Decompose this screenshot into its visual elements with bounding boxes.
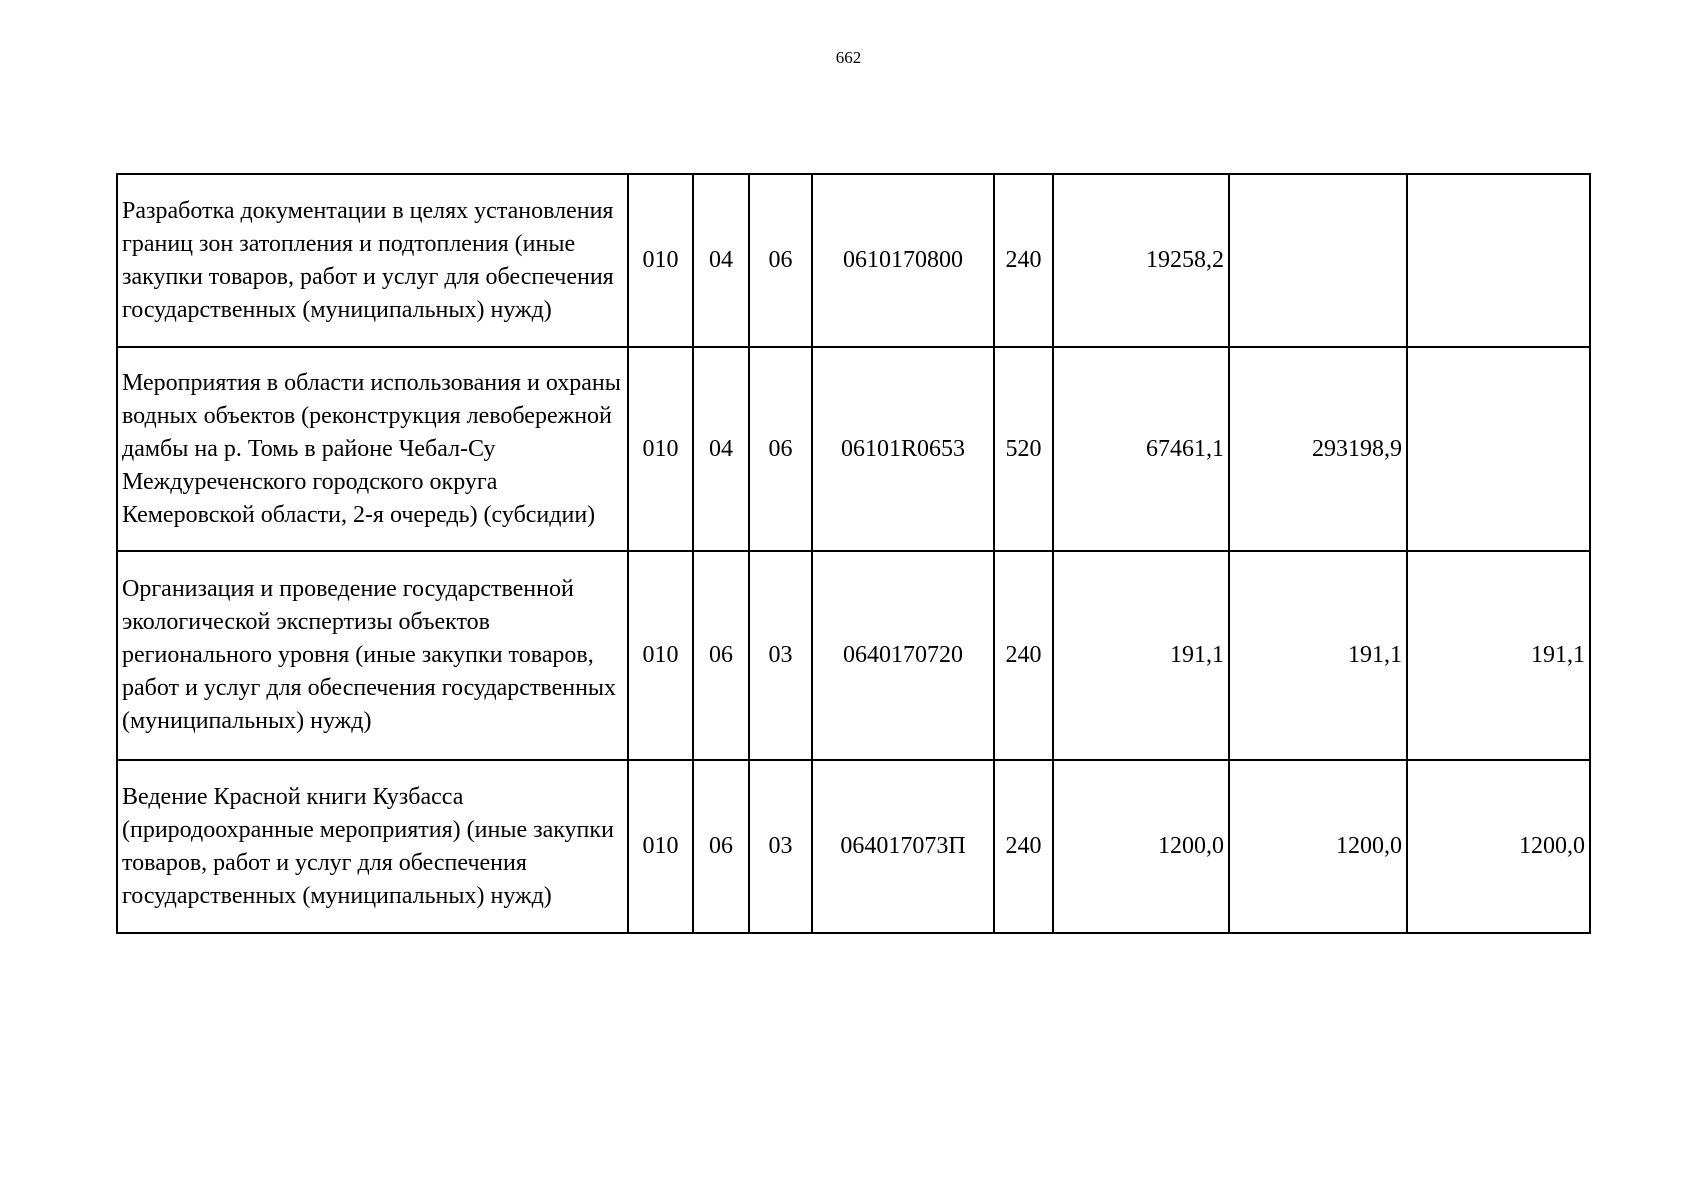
section-code: 04 (693, 347, 749, 551)
section-code: 04 (693, 174, 749, 347)
table-row (117, 551, 1590, 760)
row-description: Мероприятия в области использования и охраны водных объектов (реконструкция левобережной дамбы на р. Томь в районе Чебал-Су Междуреченского городского округа Кемеровской области, 2-я очередь) (субсидии) (117, 347, 628, 551)
table-row (117, 347, 1590, 551)
amount-1: 19258,2 (1053, 174, 1229, 347)
subsection-code: 06 (749, 347, 812, 551)
expense-type-code: 240 (994, 760, 1053, 933)
ministry-code: 010 (628, 174, 693, 347)
amount-2: 293198,9 (1229, 347, 1407, 551)
table-row (117, 760, 1590, 933)
amount-1: 191,1 (1053, 551, 1229, 760)
page-number: 662 (835, 48, 862, 67)
ministry-code: 010 (628, 551, 693, 760)
expense-type-code: 520 (994, 347, 1053, 551)
target-item-code: 06101R0653 (812, 347, 994, 551)
amount-3 (1407, 347, 1590, 551)
target-item-code: 064017073П (812, 760, 994, 933)
budget-table (116, 173, 1591, 934)
table-row (117, 174, 1590, 347)
expense-type-code: 240 (994, 551, 1053, 760)
section-code: 06 (693, 551, 749, 760)
section-code: 06 (693, 760, 749, 933)
amount-2 (1229, 174, 1407, 347)
expense-type-code: 240 (994, 174, 1053, 347)
amount-2: 1200,0 (1229, 760, 1407, 933)
row-description: Организация и проведение государственной экологической экспертизы объектов регионального уровня (иные закупки товаров, работ и услуг для обеспечения государственных (муниципальных) нужд) (117, 551, 628, 760)
subsection-code: 06 (749, 174, 812, 347)
ministry-code: 010 (628, 760, 693, 933)
subsection-code: 03 (749, 551, 812, 760)
target-item-code: 0610170800 (812, 174, 994, 347)
row-description: Разработка документации в целях установления границ зон затопления и подтопления (иные закупки товаров, работ и услуг для обеспечения государственных (муниципальных) нужд) (117, 174, 628, 347)
target-item-code: 0640170720 (812, 551, 994, 760)
ministry-code: 010 (628, 347, 693, 551)
amount-3 (1407, 174, 1590, 347)
amount-3: 1200,0 (1407, 760, 1590, 933)
amount-1: 1200,0 (1053, 760, 1229, 933)
row-description: Ведение Красной книги Кузбасса (природоохранные мероприятия) (иные закупки товаров, работ и услуг для обеспечения государственных (муниципальных) нужд) (117, 760, 628, 933)
amount-3: 191,1 (1407, 551, 1590, 760)
amount-1: 67461,1 (1053, 347, 1229, 551)
subsection-code: 03 (749, 760, 812, 933)
amount-2: 191,1 (1229, 551, 1407, 760)
